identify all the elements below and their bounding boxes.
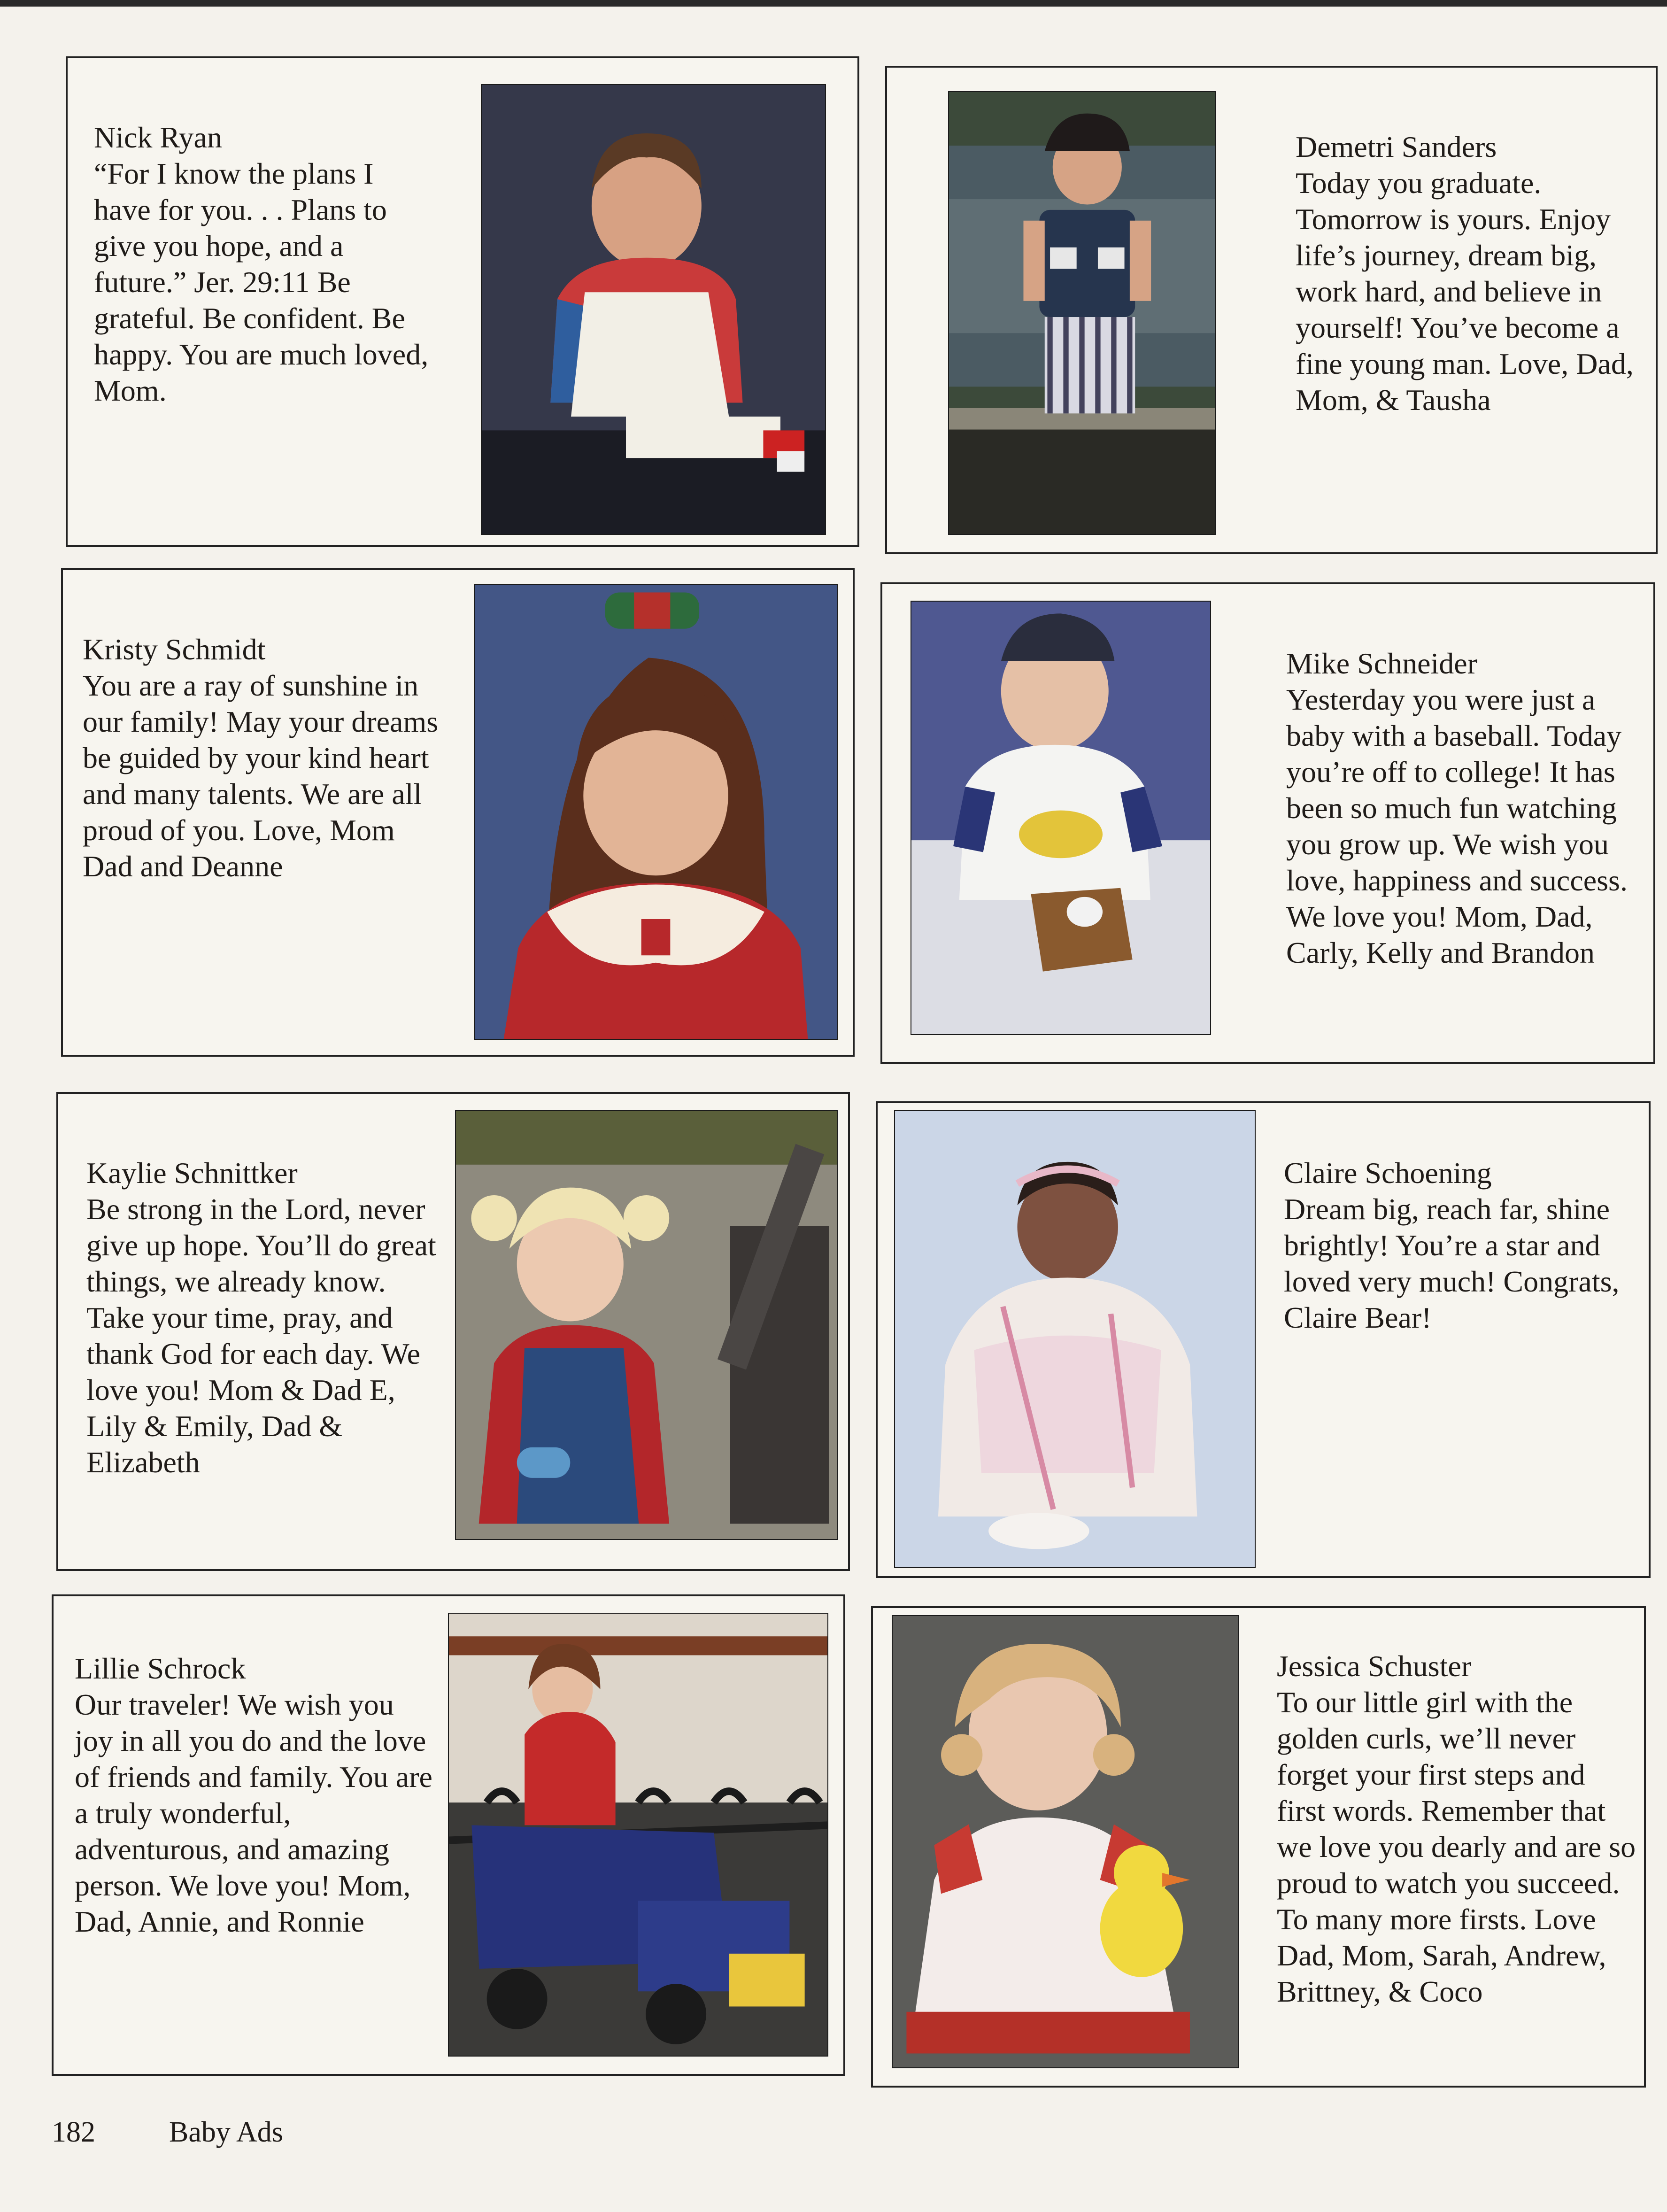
ad-claire-schoening — [876, 1101, 1651, 1578]
ad-name: Nick Ryan — [94, 121, 222, 154]
ad-text — [1296, 129, 1638, 418]
ad-name: Kristy Schmidt — [83, 633, 266, 666]
ad-message: Our traveler! We wish you joy in all you do and the love of friends and family. You are a truly wonderful, adventurous, and amazing person. We love you! Mom, Dad, Annie, and Ronnie — [75, 1688, 432, 1938]
baby-photo — [948, 91, 1216, 535]
ad-name: Lillie Schrock — [75, 1652, 246, 1685]
ad-text — [75, 1650, 439, 1940]
ad-message: Dream big, reach far, shine brightly! You’re a star and loved very much! Congrats, Claire Bear! — [1284, 1192, 1620, 1334]
ad-name: Demetri Sanders — [1296, 130, 1497, 163]
baby-photo — [911, 601, 1211, 1035]
ad-name: Jessica Schuster — [1277, 1649, 1472, 1683]
ad-mike-schneider — [880, 582, 1655, 1064]
baby-photo — [892, 1615, 1239, 2068]
ad-text — [83, 631, 440, 884]
ad-message: Yesterday you were just a baby with a baseball. Today you’re off to college! It has been so much fun watching you grow up. We wish you love, happiness and success. We love you! Mom, Dad, Carly, Kelly and Brandon — [1286, 683, 1628, 969]
baby-photo — [474, 584, 838, 1040]
ad-message: Be strong in the Lord, never give up hope. You’ll do great things, we already know. Take your time, pray, and thank God for each day. We love you! Mom & Dad E, Lily & Emily, Dad & Elizabeth — [86, 1192, 436, 1479]
ad-name: Kaylie Schnittker — [86, 1156, 298, 1190]
ad-kaylie-schnittker — [56, 1092, 850, 1571]
ad-text — [1284, 1155, 1641, 1336]
ad-text — [86, 1155, 443, 1480]
ad-name: Mike Schneider — [1286, 647, 1477, 680]
baby-photo — [481, 84, 826, 535]
ad-text — [1277, 1648, 1638, 2010]
baby-photo — [894, 1110, 1256, 1568]
ad-kristy-schmidt — [61, 568, 855, 1057]
ad-message: You are a ray of sunshine in our family! May your dreams be guided by your kind heart and many talents. We are all proud of you. Love, Mom Dad and Deanne — [83, 669, 439, 883]
page-number: 182 — [52, 2116, 95, 2148]
ad-demetri-sanders — [885, 66, 1658, 554]
page-top-edge — [0, 0, 1667, 7]
ad-lillie-schrock — [52, 1594, 845, 2076]
ad-message: “For I know the plans I have for you. . . Plans to give you hope, and a future.” Jer. 29:11 Be grateful. Be confident. Be happy. You are much loved, Mom. — [94, 157, 429, 407]
ad-nick-ryan — [66, 56, 859, 547]
baby-photo — [455, 1110, 838, 1540]
baby-photo — [448, 1613, 828, 2057]
ad-jessica-schuster — [871, 1606, 1646, 2088]
ad-text — [1286, 645, 1643, 971]
ad-text — [94, 119, 432, 409]
ad-message: To our little girl with the golden curls, we’ll never forget your first steps and first words. Remember that we love you dearly and are so proud to watch you succeed. To many more firsts. Love Dad, Mom, Sarah, Andrew, Brittney, & Coco — [1277, 1686, 1636, 2008]
ad-name: Claire Schoening — [1284, 1156, 1492, 1190]
section-title: Baby Ads — [169, 2116, 283, 2148]
ad-message: Today you graduate. Tomorrow is yours. Enjoy life’s journey, dream big, work hard, and believe in yourself! You’ve become a fine young man. Love, Dad, Mom, & Tausha — [1296, 166, 1634, 417]
